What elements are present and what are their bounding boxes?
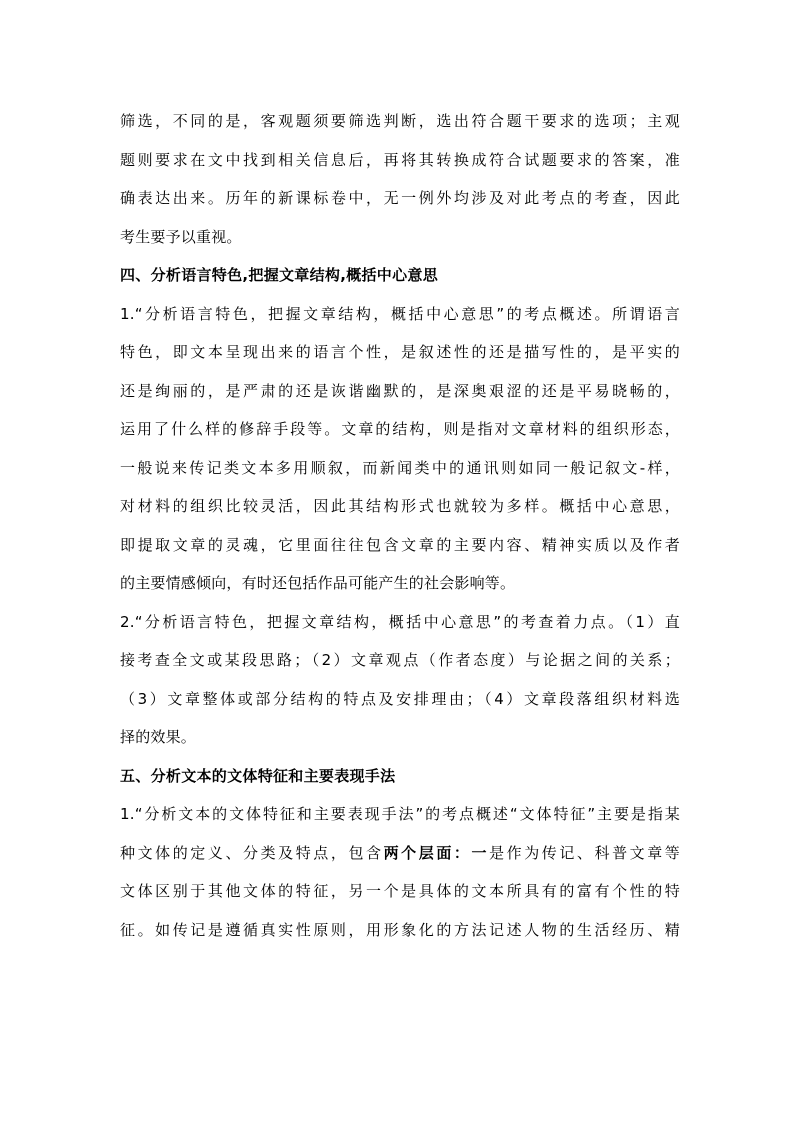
text-line-mixed: [120, 834, 680, 873]
text-line: 考生要予以重视。: [120, 227, 242, 246]
document-body: [120, 102, 680, 949]
section-heading-4: 四、分析语言特色,把握文章结构,概括中心意思: [120, 266, 438, 284]
text-line: 1.“分析语言特色，把握文章结构，概括中心意思”的考点概述。所谓语言: [120, 304, 680, 323]
text-line: （3）文章整体或部分结构的特点及安排理由；（4）文章段落组织材料选: [120, 689, 680, 708]
text-line: 2.“分析语言特色，把握文章结构，概括中心意思”的考查着力点。（1）直: [120, 612, 680, 631]
text-line: 还是绚丽的，是严肃的还是诙谐幽默的，是深奥艰涩的还是平易晓畅的，: [120, 381, 680, 400]
text-run: 种文体的定义、分类及特点，包含: [120, 843, 384, 862]
text-line: 运用了什么样的修辞手段等。文章的结构，则是指对文章材料的组织形态，: [120, 420, 680, 438]
text-line: 确表达出来。历年的新课标卷中，无一例外均涉及对此考点的考查，因此: [120, 189, 680, 207]
text-line: 的主要情感倾向，有时还包括作品可能产生的社会影响等。: [120, 574, 516, 592]
text-line: 筛选，不同的是，客观题须要筛选判断，选出符合题干要求的选项；主观: [120, 112, 680, 130]
section-heading-5: 五、分析文本的文体特征和主要表现手法: [120, 766, 396, 785]
text-line: 征。如传记是遵循真实性原则，用形象化的方法记述人物的生活经历、精: [120, 920, 680, 939]
bold-text-run: 两个层面：一: [383, 843, 490, 862]
text-line: 题则要求在文中找到相关信息后，再将其转换成符合试题要求的答案，准: [120, 150, 680, 169]
text-line: 特色，即文本呈现出来的语言个性，是叙述性的还是描写性的，是平实的: [120, 343, 680, 361]
text-run: 是作为传记、科普文章等: [489, 843, 680, 862]
text-line: 文体区别于其他文体的特征，另一个是具体的文本所具有的富有个性的特: [120, 882, 680, 900]
text-line: 对材料的组织比较灵活，因此其结构形式也就较为多样。概括中心意思，: [120, 497, 680, 515]
text-line: 一般说来传记类文本多用顺叙，而新闻类中的通讯则如同一般记叙文-样，: [120, 458, 680, 477]
text-line: 择的效果。: [120, 728, 197, 746]
text-line: 1.“分析文本的文体特征和主要表现手法”的考点概述“文体特征”主要是指某: [120, 805, 680, 823]
text-line: 接考查全文或某段思路；（2）文章观点（作者态度）与论据之间的关系；: [120, 651, 680, 669]
text-line: 即提取文章的灵魂，它里面往往包含文章的主要内容、精神实质以及作者: [120, 535, 680, 554]
